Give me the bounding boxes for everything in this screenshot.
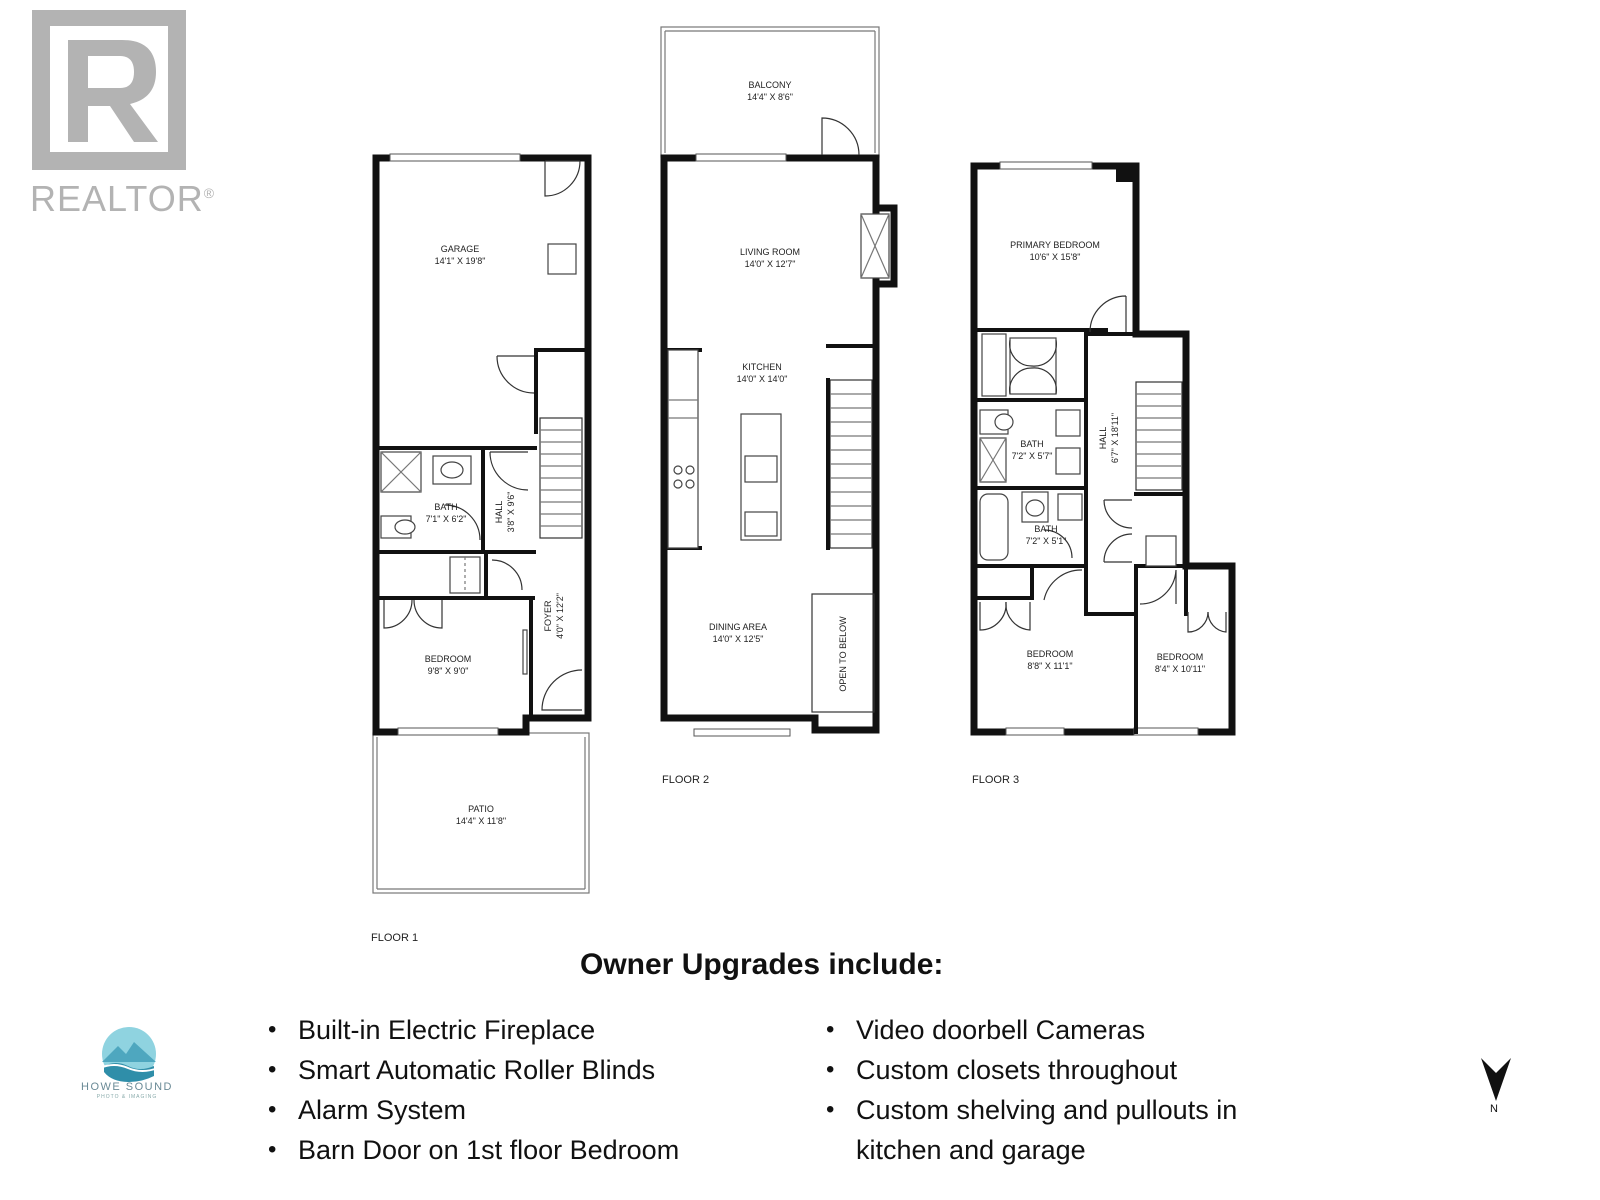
room-dims: 10'6" X 15'8" [1029, 252, 1081, 262]
photographer-name: HOWE SOUND [81, 1081, 173, 1093]
room-dims: 8'8" X 11'1" [1027, 661, 1073, 671]
north-arrow [1478, 1055, 1518, 1115]
room-name: BEDROOM [1156, 652, 1204, 662]
upgrade-item: • Built-in Electric Fireplace [266, 1010, 679, 1050]
north-arrow-icon [1478, 1055, 1518, 1105]
room-dims: 6'7" X 18'11" [1110, 412, 1120, 464]
room-name: GARAGE [440, 244, 480, 254]
upgrade-item: • Video doorbell Cameras [824, 1010, 1237, 1050]
upgrades-title: Owner Upgrades include: [580, 948, 944, 981]
floor-1-stairs [540, 418, 582, 538]
room-name: BATH [1020, 439, 1044, 449]
room-dims: 8'4" X 10'11" [1154, 664, 1206, 674]
room-name: DINING AREA [708, 622, 768, 632]
room-dims: 7'1" X 6'2" [425, 514, 467, 524]
room-dims: 4'0" X 12'2" [555, 593, 565, 639]
room-dims: 9'8" X 9'0" [427, 666, 469, 676]
room-dims: 7'2" X 5'1" [1025, 536, 1067, 546]
room-dims: 14'0" X 14'0" [736, 374, 788, 384]
room-name: PRIMARY BEDROOM [1010, 240, 1100, 250]
room-name: BATH [434, 502, 458, 512]
room-name: BEDROOM [1026, 649, 1074, 659]
upgrade-item: • Custom closets throughout [824, 1050, 1237, 1090]
room-name: KITCHEN [742, 362, 782, 372]
room-name: BATH [1034, 524, 1058, 534]
room-name: HALL [494, 500, 504, 524]
upgrade-item: • Smart Automatic Roller Blinds [266, 1050, 679, 1090]
room-name: PATIO [468, 804, 494, 814]
open-to-below-note: OPEN TO BELOW [838, 616, 848, 692]
room-dims: 14'4" X 11'8" [455, 816, 507, 826]
floor-3-stairs [1136, 382, 1182, 490]
room-name: BALCONY [748, 80, 792, 90]
floor-2-label: FLOOR 2 [662, 774, 710, 786]
upgrade-item-continuation: kitchen and garage [856, 1135, 1086, 1165]
room-name: FOYER [543, 600, 553, 632]
upgrades-list-right [824, 1010, 1237, 1170]
room-dims: 7'2" X 5'7" [1011, 451, 1053, 461]
room-name: HALL [1098, 426, 1108, 450]
room-dims: 14'1" X 19'8" [434, 256, 486, 266]
room-dims: 14'0" X 12'5" [712, 634, 764, 644]
north-label: N [1490, 1103, 1498, 1115]
floor-1-plan [371, 154, 589, 944]
upgrade-item: • Barn Door on 1st floor Bedroom [266, 1130, 679, 1170]
registered-mark: ® [203, 185, 216, 201]
room-dims: 14'0" X 12'7" [744, 259, 796, 269]
upgrades-list-left [266, 1010, 679, 1170]
floor-2-stairs [828, 380, 872, 548]
room-dims: 3'8" X 9'6" [506, 491, 516, 533]
realtor-brand: REALTOR [30, 178, 204, 219]
floor-3-label: FLOOR 3 [972, 774, 1020, 786]
floor-3-plan [972, 162, 1232, 786]
room-name: BEDROOM [424, 654, 472, 664]
upgrade-item: • Custom shelving and pullouts in [824, 1090, 1237, 1130]
room-name: LIVING ROOM [739, 247, 801, 257]
floor-2-plan [661, 27, 894, 786]
floor-1-label: FLOOR 1 [371, 932, 419, 944]
upgrade-item: • Alarm System [266, 1090, 679, 1130]
photographer-sub: PHOTO & IMAGING [96, 1094, 158, 1100]
room-dims: 14'4" X 8'6" [747, 92, 793, 102]
